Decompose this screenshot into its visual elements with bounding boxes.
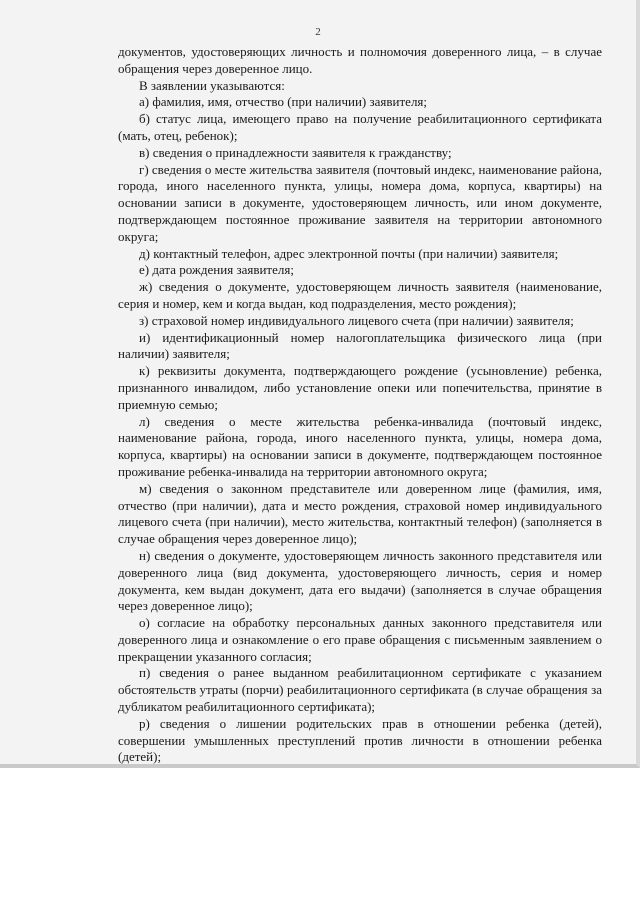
blank-margin xyxy=(0,772,640,905)
document-body xyxy=(118,44,602,766)
document-paragraph: з) страховой номер индивидуального лицевого счета (при наличии) заявителя; xyxy=(139,312,574,328)
document-paragraph: документов, удостоверяющих личность и полномочия доверенного лица, – в случае обращения через доверенное лицо. xyxy=(118,44,602,76)
document-paragraph: В заявлении указываются: xyxy=(139,77,285,93)
document-paragraph: н) сведения о документе, удостоверяющем личность законного представителя или доверенного лица (вид документа, удостоверяющего личность, серия и номер документа, кем выдан документ, дата его выдачи) (заполняется в случае обращения через доверенное лицо); xyxy=(118,547,602,614)
document-paragraph: р) сведения о лишении родительских прав в отношении ребенка (детей), совершении умышленных преступлений против личности в отношении ребенка (детей); xyxy=(118,715,602,765)
document-paragraph: г) сведения о месте жительства заявителя (почтовый индекс, наименование района, города, иного населенного пункта, улицы, номера дома, корпуса, квартиры) на основании записи в документе, удостоверяющем личность, или ином документе, подтверждающем постоянное проживание заявителя на территории автономного округа; xyxy=(118,161,602,244)
page-number: 2 xyxy=(315,26,321,38)
document-paragraph: и) идентификационный номер налогоплательщика физического лица (при наличии) заявителя; xyxy=(118,329,602,362)
document-paragraph: в) сведения о принадлежности заявителя к гражданству; xyxy=(139,144,452,160)
document-paragraph: а) фамилия, имя, отчество (при наличии) заявителя; xyxy=(139,94,428,110)
document-paragraph: е) дата рождения заявителя; xyxy=(139,262,294,278)
document-paragraph: о) согласие на обработку персональных данных законного представителя или доверенного лица и ознакомление о его праве обращения с письменным заявлением о прекращении указанного согласия; xyxy=(118,615,602,664)
document-paragraph: м) сведения о законном представителе или доверенном лице (фамилия, имя, отчество (при наличии), дата и место рождения, страховой номер индивидуального лицевого счета (при наличии), место жительства, контактный телефон) (заполняется в случае обращения через доверенное лицо); xyxy=(118,480,602,547)
document-paragraph: л) сведения о месте жительства ребенка-инвалида (почтовый индекс, наименование района, города, иного населенного пункта, улицы, номера дома, корпуса, квартиры) на основании записи в документе, подтверждающем постоянное проживание ребенка-инвалида на территории автономного округа; xyxy=(118,413,602,479)
document-paragraph: б) статус лица, имеющего право на получение реабилитационного сертификата (мать, отец, ребенок); xyxy=(118,111,602,143)
document-paragraph: к) реквизиты документа, подтверждающего рождение (усыновление) ребенка, признанного инвалидом, либо установление опеки или попечительства, принятие в приемную семью; xyxy=(118,363,602,412)
document-paragraph: д) контактный телефон, адрес электронной почты (при наличии) заявителя; xyxy=(139,245,559,261)
document-paragraph: п) сведения о ранее выданном реабилитационном сертификате с указанием обстоятельств утраты (порчи) реабилитационного сертификата (в случае обращения за дубликатом реабилитационного сертификата); xyxy=(118,665,602,715)
document-paragraph: ж) сведения о документе, удостоверяющем личность заявителя (наименование, серия и номер, кем и когда выдан, код подразделения, место рождения); xyxy=(118,279,602,311)
